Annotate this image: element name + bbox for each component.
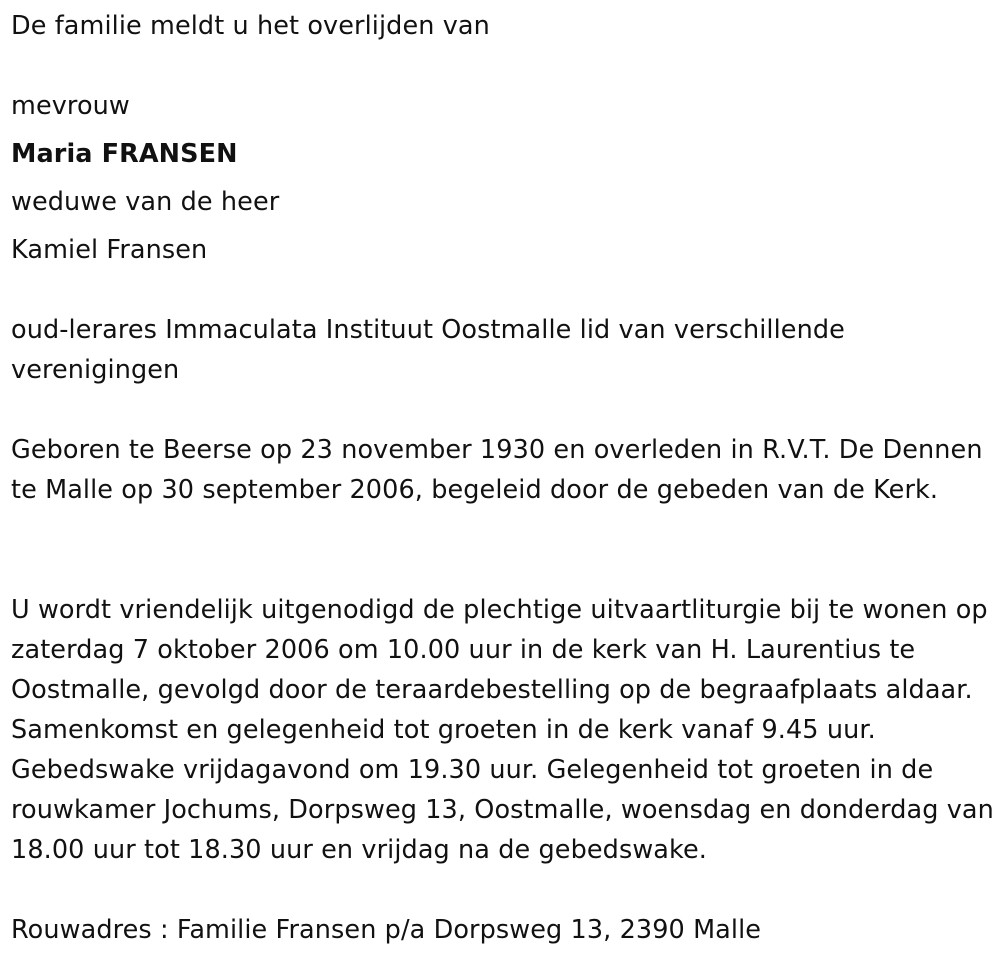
mourning-address: Rouwadres : Familie Fransen p/a Dorpsweg 13, 2390 Malle — [11, 915, 762, 945]
occupation-paragraph: oud-lerares Immaculata Instituut Oostmalle lid van verschillende verenigingen — [11, 315, 845, 385]
spouse-name: Kamiel Fransen — [11, 235, 208, 265]
birth-death-paragraph: Geboren te Beerse op 23 november 1930 en overleden in R.V.T. De Dennen te Malle op 30 september 2006, begeleid door de gebeden van de Kerk. — [11, 435, 983, 505]
relation-text: weduwe van de heer — [11, 187, 280, 217]
funeral-invitation-paragraph: U wordt vriendelijk uitgenodigd de plechtige uitvaartliturgie bij te wonen op zaterdag 7 oktober 2006 om 10.00 uur in de kerk van H. Laurentius te Oostmalle, gevolgd door de teraardebestelling op de begraafplaats aldaar. Samenkomst en gelegenheid tot groeten in de kerk vanaf 9.45 uur. Gebedswake vrijdagavond om 19.30 uur. Gelegenheid tot groeten in de rouwkamer Jochums, Dorpsweg 13, Oostmalle, woensdag en donderdag van 18.00 uur tot 18.30 uur en vrijdag na de gebedswake. — [11, 595, 994, 865]
honorific-title: mevrouw — [11, 91, 130, 121]
deceased-name: Maria FRANSEN — [11, 139, 238, 169]
intro-text: De familie meldt u het overlijden van — [11, 11, 490, 41]
